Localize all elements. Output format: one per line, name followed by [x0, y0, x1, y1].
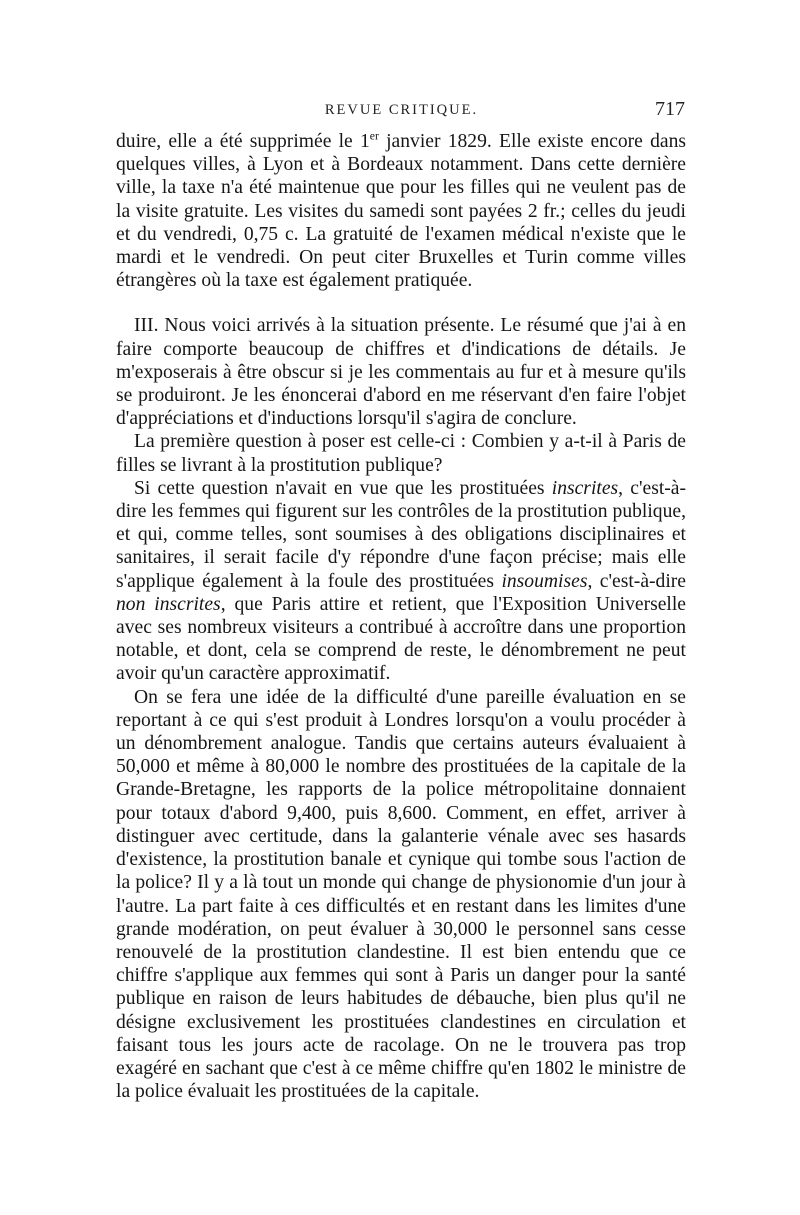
paragraph-text: janvier 1829. Elle existe encore dans quelques villes, à Lyon et à Bordeaux notamment. Dans cette dernière ville, la taxe n'a été maintenue que pour les filles qui ne veulent pas de la visite gratuite. Les visites du samedi sont payées 2 fr.; celles du jeudi et du vendredi, 0,75 c. La gratuité de l'examen médical n'existe que le mardi et le vendredi. On peut citer Bruxelles et Turin comme villes étrangères où la taxe est également pratiquée.	[116, 131, 686, 292]
italic-term: inscrites	[551, 477, 619, 499]
italic-term: non inscrites	[116, 593, 221, 615]
body-text	[116, 130, 686, 1103]
paragraph-londres: On se fera une idée de la difficulté d'une pareille évaluation en se reportant à ce qui s'est produit à Londres lorsqu'on a voulu procéder à un dénombrement analogue. Tandis que certains auteurs évaluaient à 50,000 et même à 80,000 le nombre des prostituées de la capitale de la Grande-Bretagne, les rapports de la police métropolitaine donnaient pour totaux d'abord 9,400, puis 8,600. Comment, en effet, arriver à distinguer avec certitude, dans la galanterie vénale avec ses hasards d'existence, la prostitution banale et cynique qui tombe sous l'action de la police? Il y a là tout un monde qui change de physionomie d'un jour à l'autre. La part faite à ces difficultés et en restant dans les limites d'une grande modération, on peut évaluer à 30,000 le personnel sans cesse renouvelé de la prostitution clandestine. Il est bien entendu que ce chiffre s'applique aux femmes qui sont à Paris un danger pour la santé publique en raison de leurs habitudes de débauche, bien plus qu'il ne désigne exclusivement les prostituées clandestines en circulation et faisant tous les jours acte de racolage. On ne le trouvera pas trop exagéré en sachant que c'est à ce même chiffre qu'en 1802 le ministre de la police évaluait les prostituées de la capitale.	[116, 686, 686, 1103]
paragraph-text: , que Paris attire et retient, que l'Exposition Universelle avec ses nombreux visiteurs a contribué à accroître dans une proportion notable, et dont, cela se comprend de reste, le dénombrement ne peut avoir qu'un caractère approximatif.	[116, 593, 687, 685]
page-number: 717	[655, 98, 685, 120]
paragraph-section-iii: III. Nous voici arrivés à la situation présente. Le résumé que j'ai à en faire comporte beaucoup de chiffres et d'indications de détails. Je m'exposerais à être obscur si je les commentais au fur et à mesure qu'ils se produiront. Je les énoncerai d'abord en me réservant d'en faire l'objet d'appréciations et d'inductions lorsqu'il s'agira de conclure.	[116, 315, 686, 430]
paragraph-text: duire, elle a été supprimée le 1	[116, 131, 370, 152]
italic-term: insoumises	[501, 570, 588, 592]
paragraph-continued	[116, 130, 686, 292]
paragraph-text: , c'est-à-dire les femmes qui figurent sur les contrôles de la prostitution publique, et qui, comme telles, sont soumises à des obligations disciplinaires et sanitaires, il serait facile d'y répondre d'une façon précise; mais elle s'applique également à la foule des prostituées	[116, 477, 687, 592]
paragraph-text: Si cette question n'avait en vue que les prostituées	[134, 477, 552, 499]
paragraph-text: , c'est-à-dire	[587, 570, 687, 592]
paragraph-inscrites	[116, 477, 686, 686]
paragraph-question: La première question à poser est celle-ci : Combien y a-t-il à Paris de filles se livrant à la prostitution publique?	[116, 431, 686, 476]
page-header	[118, 98, 685, 124]
running-title: REVUE CRITIQUE.	[324, 102, 479, 118]
superscript: er	[369, 129, 379, 143]
